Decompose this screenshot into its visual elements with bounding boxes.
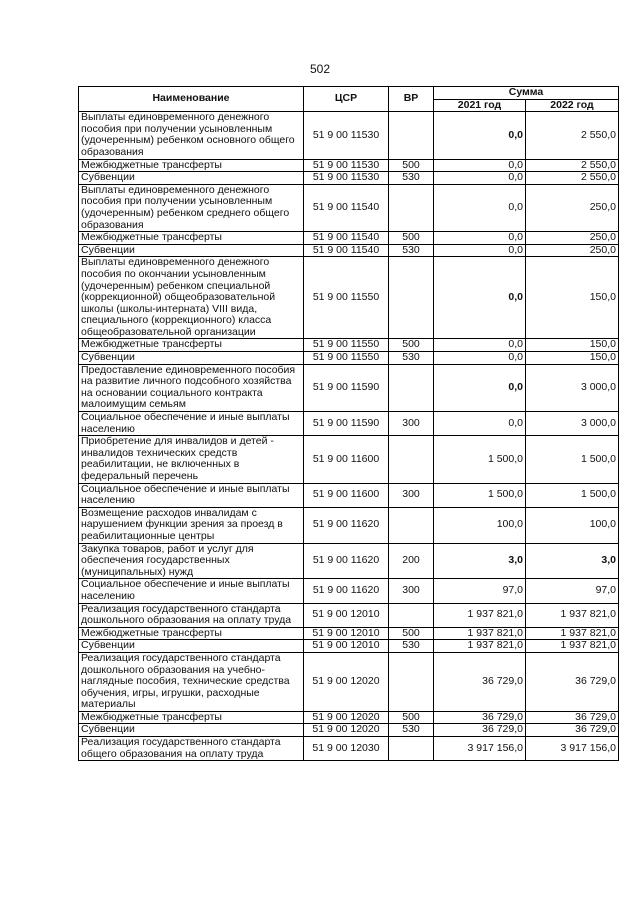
row-csr-cell: 51 9 00 11600 xyxy=(304,483,389,507)
row-vr-cell xyxy=(389,603,434,627)
row-name-cell: Социальное обеспечение и иные выплаты населению xyxy=(79,483,304,507)
row-amount-2021-cell: 0,0 xyxy=(434,257,526,339)
row-csr-cell: 51 9 00 11550 xyxy=(304,339,389,352)
row-vr-cell xyxy=(389,507,434,543)
row-amount-2021-cell: 0,0 xyxy=(434,364,526,411)
row-vr-cell: 500 xyxy=(389,232,434,245)
row-amount-2022-cell: 1 937 821,0 xyxy=(526,603,619,627)
table-row xyxy=(79,627,619,640)
row-amount-2021-cell: 1 937 821,0 xyxy=(434,640,526,653)
row-amount-2022-cell: 1 500,0 xyxy=(526,483,619,507)
row-name-cell: Возмещение расходов инвалидам с нарушением функции зрения за проезд в реабилитационные центры xyxy=(79,507,304,543)
row-amount-2022-cell: 2 550,0 xyxy=(526,159,619,172)
row-name-cell: Социальное обеспечение и иные выплаты населению xyxy=(79,412,304,436)
row-amount-2021-cell: 0,0 xyxy=(434,232,526,245)
row-csr-cell: 51 9 00 11530 xyxy=(304,172,389,185)
row-amount-2022-cell: 1 937 821,0 xyxy=(526,627,619,640)
row-amount-2021-cell: 3,0 xyxy=(434,543,526,579)
row-csr-cell: 51 9 00 11540 xyxy=(304,232,389,245)
row-csr-cell: 51 9 00 11600 xyxy=(304,436,389,483)
header-year-2022: 2022 год xyxy=(526,99,619,112)
row-csr-cell: 51 9 00 12010 xyxy=(304,603,389,627)
row-amount-2022-cell: 3,0 xyxy=(526,543,619,579)
row-csr-cell: 51 9 00 11620 xyxy=(304,543,389,579)
row-csr-cell: 51 9 00 11550 xyxy=(304,352,389,365)
table-row xyxy=(79,483,619,507)
row-name-cell: Межбюджетные трансферты xyxy=(79,627,304,640)
table-row xyxy=(79,257,619,339)
table-row xyxy=(79,737,619,761)
row-vr-cell: 530 xyxy=(389,352,434,365)
row-amount-2021-cell: 0,0 xyxy=(434,244,526,257)
row-name-cell: Выплаты единовременного денежного пособия при получении усыновленным (удочеренным) ребенком основного общего образования xyxy=(79,112,304,159)
row-amount-2021-cell: 0,0 xyxy=(434,339,526,352)
row-name-cell: Субвенции xyxy=(79,724,304,737)
table-row xyxy=(79,652,619,711)
row-name-cell: Межбюджетные трансферты xyxy=(79,232,304,245)
row-vr-cell: 500 xyxy=(389,711,434,724)
row-name-cell: Субвенции xyxy=(79,640,304,653)
row-vr-cell: 200 xyxy=(389,543,434,579)
row-amount-2021-cell: 0,0 xyxy=(434,184,526,231)
row-amount-2021-cell: 36 729,0 xyxy=(434,711,526,724)
row-name-cell: Приобретение для инвалидов и детей - инвалидов технических средств реабилитации, не включенных в федеральный перечень xyxy=(79,436,304,483)
row-vr-cell xyxy=(389,737,434,761)
row-amount-2021-cell: 100,0 xyxy=(434,507,526,543)
row-csr-cell: 51 9 00 11590 xyxy=(304,412,389,436)
row-csr-cell: 51 9 00 11530 xyxy=(304,159,389,172)
table-row xyxy=(79,172,619,185)
row-vr-cell: 530 xyxy=(389,724,434,737)
header-vr: ВР xyxy=(389,87,434,112)
row-amount-2022-cell: 36 729,0 xyxy=(526,711,619,724)
row-name-cell: Социальное обеспечение и иные выплаты населению xyxy=(79,579,304,603)
row-vr-cell xyxy=(389,112,434,159)
row-csr-cell: 51 9 00 11540 xyxy=(304,244,389,257)
row-name-cell: Закупка товаров, работ и услуг для обеспечения государственных (муниципальных) нужд xyxy=(79,543,304,579)
row-amount-2022-cell: 250,0 xyxy=(526,184,619,231)
row-csr-cell: 51 9 00 11620 xyxy=(304,579,389,603)
row-name-cell: Предоставление единовременного пособия на развитие личного подсобного хозяйства на основании социального контракта малоимущим семьям xyxy=(79,364,304,411)
header-name: Наименование xyxy=(79,87,304,112)
row-csr-cell: 51 9 00 11530 xyxy=(304,112,389,159)
row-csr-cell: 51 9 00 12020 xyxy=(304,724,389,737)
row-amount-2022-cell: 2 550,0 xyxy=(526,172,619,185)
table-row xyxy=(79,412,619,436)
row-amount-2022-cell: 97,0 xyxy=(526,579,619,603)
table-row xyxy=(79,352,619,365)
row-csr-cell: 51 9 00 11620 xyxy=(304,507,389,543)
row-vr-cell: 300 xyxy=(389,412,434,436)
row-vr-cell xyxy=(389,364,434,411)
row-amount-2021-cell: 97,0 xyxy=(434,579,526,603)
row-name-cell: Межбюджетные трансферты xyxy=(79,339,304,352)
table-row xyxy=(79,640,619,653)
row-csr-cell: 51 9 00 11590 xyxy=(304,364,389,411)
row-vr-cell: 500 xyxy=(389,159,434,172)
page-number: 502 xyxy=(309,62,331,76)
row-name-cell: Субвенции xyxy=(79,352,304,365)
row-vr-cell: 500 xyxy=(389,627,434,640)
row-csr-cell: 51 9 00 11540 xyxy=(304,184,389,231)
table-row xyxy=(79,603,619,627)
table-row xyxy=(79,724,619,737)
row-name-cell: Межбюджетные трансферты xyxy=(79,159,304,172)
row-vr-cell: 530 xyxy=(389,640,434,653)
row-amount-2022-cell: 250,0 xyxy=(526,244,619,257)
row-csr-cell: 51 9 00 12010 xyxy=(304,627,389,640)
row-amount-2022-cell: 1 937 821,0 xyxy=(526,640,619,653)
row-amount-2022-cell: 3 000,0 xyxy=(526,364,619,411)
row-amount-2021-cell: 1 500,0 xyxy=(434,436,526,483)
table-row xyxy=(79,184,619,231)
row-vr-cell: 530 xyxy=(389,244,434,257)
row-amount-2021-cell: 0,0 xyxy=(434,172,526,185)
row-vr-cell: 500 xyxy=(389,339,434,352)
row-amount-2022-cell: 36 729,0 xyxy=(526,652,619,711)
row-amount-2022-cell: 2 550,0 xyxy=(526,112,619,159)
header-csr: ЦСР xyxy=(304,87,389,112)
row-amount-2021-cell: 36 729,0 xyxy=(434,724,526,737)
row-amount-2021-cell: 0,0 xyxy=(434,112,526,159)
row-amount-2021-cell: 1 937 821,0 xyxy=(434,603,526,627)
row-amount-2022-cell: 150,0 xyxy=(526,257,619,339)
row-amount-2021-cell: 0,0 xyxy=(434,159,526,172)
row-amount-2021-cell: 1 937 821,0 xyxy=(434,627,526,640)
row-vr-cell: 530 xyxy=(389,172,434,185)
row-amount-2022-cell: 3 000,0 xyxy=(526,412,619,436)
table-row xyxy=(79,543,619,579)
header-year-2021: 2021 год xyxy=(434,99,526,112)
table-row xyxy=(79,436,619,483)
row-name-cell: Межбюджетные трансферты xyxy=(79,711,304,724)
table-row xyxy=(79,112,619,159)
row-csr-cell: 51 9 00 12020 xyxy=(304,652,389,711)
row-amount-2022-cell: 100,0 xyxy=(526,507,619,543)
budget-table xyxy=(78,86,619,761)
row-name-cell: Выплаты единовременного денежного пособия по окончании усыновленным (удочеренным) ребенком специальной (коррекционной) общеобразовательной школы (школы-интерната) VIII вида, специального (коррекционного) класса общеобразовательной организации xyxy=(79,257,304,339)
row-amount-2022-cell: 3 917 156,0 xyxy=(526,737,619,761)
row-vr-cell: 300 xyxy=(389,483,434,507)
row-vr-cell xyxy=(389,257,434,339)
row-name-cell: Реализация государственного стандарта дошкольного образования на учебно-наглядные пособия, технические средства обучения, игры, игрушки, расходные материалы xyxy=(79,652,304,711)
table-row xyxy=(79,711,619,724)
row-amount-2021-cell: 3 917 156,0 xyxy=(434,737,526,761)
header-sum: Сумма xyxy=(434,87,619,100)
row-csr-cell: 51 9 00 12030 xyxy=(304,737,389,761)
row-name-cell: Выплаты единовременного денежного пособия при получении усыновленным (удочеренным) ребенком среднего общего образования xyxy=(79,184,304,231)
table-row xyxy=(79,159,619,172)
table-body xyxy=(79,112,619,761)
row-amount-2021-cell: 1 500,0 xyxy=(434,483,526,507)
row-amount-2022-cell: 36 729,0 xyxy=(526,724,619,737)
row-vr-cell xyxy=(389,184,434,231)
row-name-cell: Реализация государственного стандарта общего образования на оплату труда xyxy=(79,737,304,761)
row-vr-cell: 300 xyxy=(389,579,434,603)
row-name-cell: Субвенции xyxy=(79,172,304,185)
row-vr-cell xyxy=(389,652,434,711)
row-csr-cell: 51 9 00 11550 xyxy=(304,257,389,339)
table-row xyxy=(79,339,619,352)
table-row xyxy=(79,244,619,257)
row-csr-cell: 51 9 00 12010 xyxy=(304,640,389,653)
row-amount-2022-cell: 250,0 xyxy=(526,232,619,245)
row-amount-2022-cell: 150,0 xyxy=(526,352,619,365)
row-amount-2021-cell: 0,0 xyxy=(434,352,526,365)
table-row xyxy=(79,232,619,245)
row-vr-cell xyxy=(389,436,434,483)
row-name-cell: Реализация государственного стандарта дошкольного образования на оплату труда xyxy=(79,603,304,627)
row-amount-2021-cell: 36 729,0 xyxy=(434,652,526,711)
table-row xyxy=(79,364,619,411)
table-row xyxy=(79,579,619,603)
row-name-cell: Субвенции xyxy=(79,244,304,257)
row-amount-2021-cell: 0,0 xyxy=(434,412,526,436)
row-amount-2022-cell: 1 500,0 xyxy=(526,436,619,483)
row-amount-2022-cell: 150,0 xyxy=(526,339,619,352)
row-csr-cell: 51 9 00 12020 xyxy=(304,711,389,724)
table-row xyxy=(79,507,619,543)
